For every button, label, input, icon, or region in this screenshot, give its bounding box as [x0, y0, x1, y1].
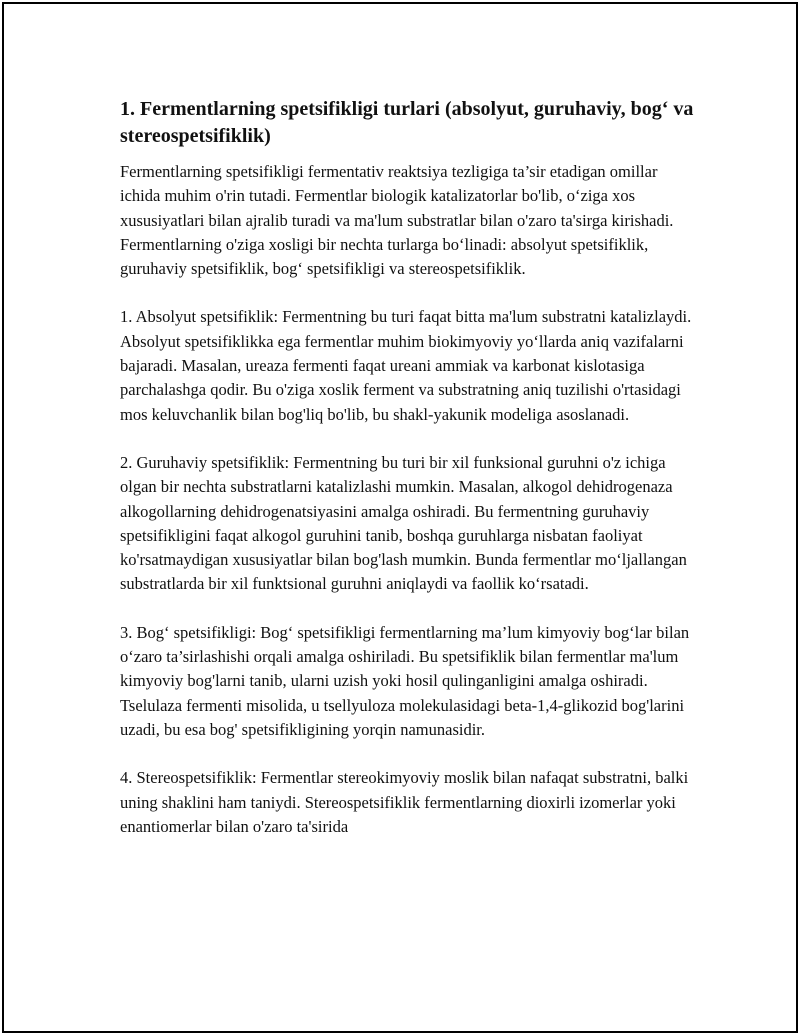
intro-paragraph: Fermentlarning spetsifikligi fermentativ reaktsiya tezligiga ta’sir etadigan omillar ichida muhim o'rin tutadi. Fermentlar biologik katalizatorlar bo'lib, o‘ziga xos xususiyatlari bilan ajralib turadi va ma'lum substratlar bilan o'zaro ta'sirga kirishadi. Fermentlarning o'ziga xosligi bir nechta turlarga bo‘linadi: absolyut spetsifiklik, guruhaviy spetsifiklik, bog‘ spetsifikligi va stereospetsifiklik. — [120, 162, 674, 279]
document-title: 1. Fermentlarning spetsifikligi turlari (absolyut, guruhaviy, bog‘ va stereospetsifiklik) — [120, 98, 694, 147]
group-specificity-paragraph: 2. Guruhaviy spetsifiklik: Fermentning bu turi bir xil funksional guruhni o'z ichiga olgan bir nechta substratlarni katalizlashi mumkin. Masalan, alkogol dehidrogenaza alkogollarning dehidrogenatsiyasini amalga oshiradi. Bu fermentning guruhaviy spetsifikligini faqat alkogol guruhini tanib, boshqa guruhlarga nisbatan faoliyat ko'rsatmaydigan xususiyatlar bilan bog'lash mumkin. Bunda fermentlar mo‘ljallangan substratlarda bir xil funktsional guruhni aniqlaydi va faollik ko‘rsatadi. — [120, 452, 687, 594]
absolute-specificity-paragraph: 1. Absolyut spetsifiklik: Fermentning bu turi faqat bitta ma'lum substratni katalizlaydi. Absolyut spetsifiklikka ega fermentlar muhim biokimyoviy yo‘llarda aniq vazifalarni bajaradi. Masalan, ureaza fermenti faqat ureani ammiak va karbonat kislotasiga parchalashga qodir. Bu o'ziga xoslik ferment va substratning aniq tuzilishi o'rtasidagi mos keluvchanlik bilan bog'liq bo'lib, bu shakl-yakunik modeliga asoslanadi. — [120, 307, 692, 424]
document-body — [120, 96, 696, 839]
bond-specificity-paragraph: 3. Bog‘ spetsifikligi: Bog‘ spetsifikligi fermentlarning ma’lum kimyoviy bog‘lar bilan o‘zaro ta’sirlashishi orqali amalga oshiriladi. Bu spetsifiklik bilan fermentlar ma'lum kimyoviy bog'larni tanib, ularni uzish yoki hosil qulinganligini amalga oshiradi. Tselulaza fermenti misolida, u tsellyuloza molekulasidagi beta-1,4-glikozid bog'larini uzadi, bu esa bog' spetsifikligining yorqin namunasidir. — [120, 622, 690, 739]
stereospecificity-paragraph: 4. Stereospetsifiklik: Fermentlar stereokimyoviy moslik bilan nafaqat substratni, balki uning shaklini ham taniydi. Stereospetsifiklik fermentlarning dioxirli izomerlar yoki enantiomerlar bilan o'zaro ta'sirida — [120, 768, 689, 836]
document-page — [2, 2, 798, 1033]
